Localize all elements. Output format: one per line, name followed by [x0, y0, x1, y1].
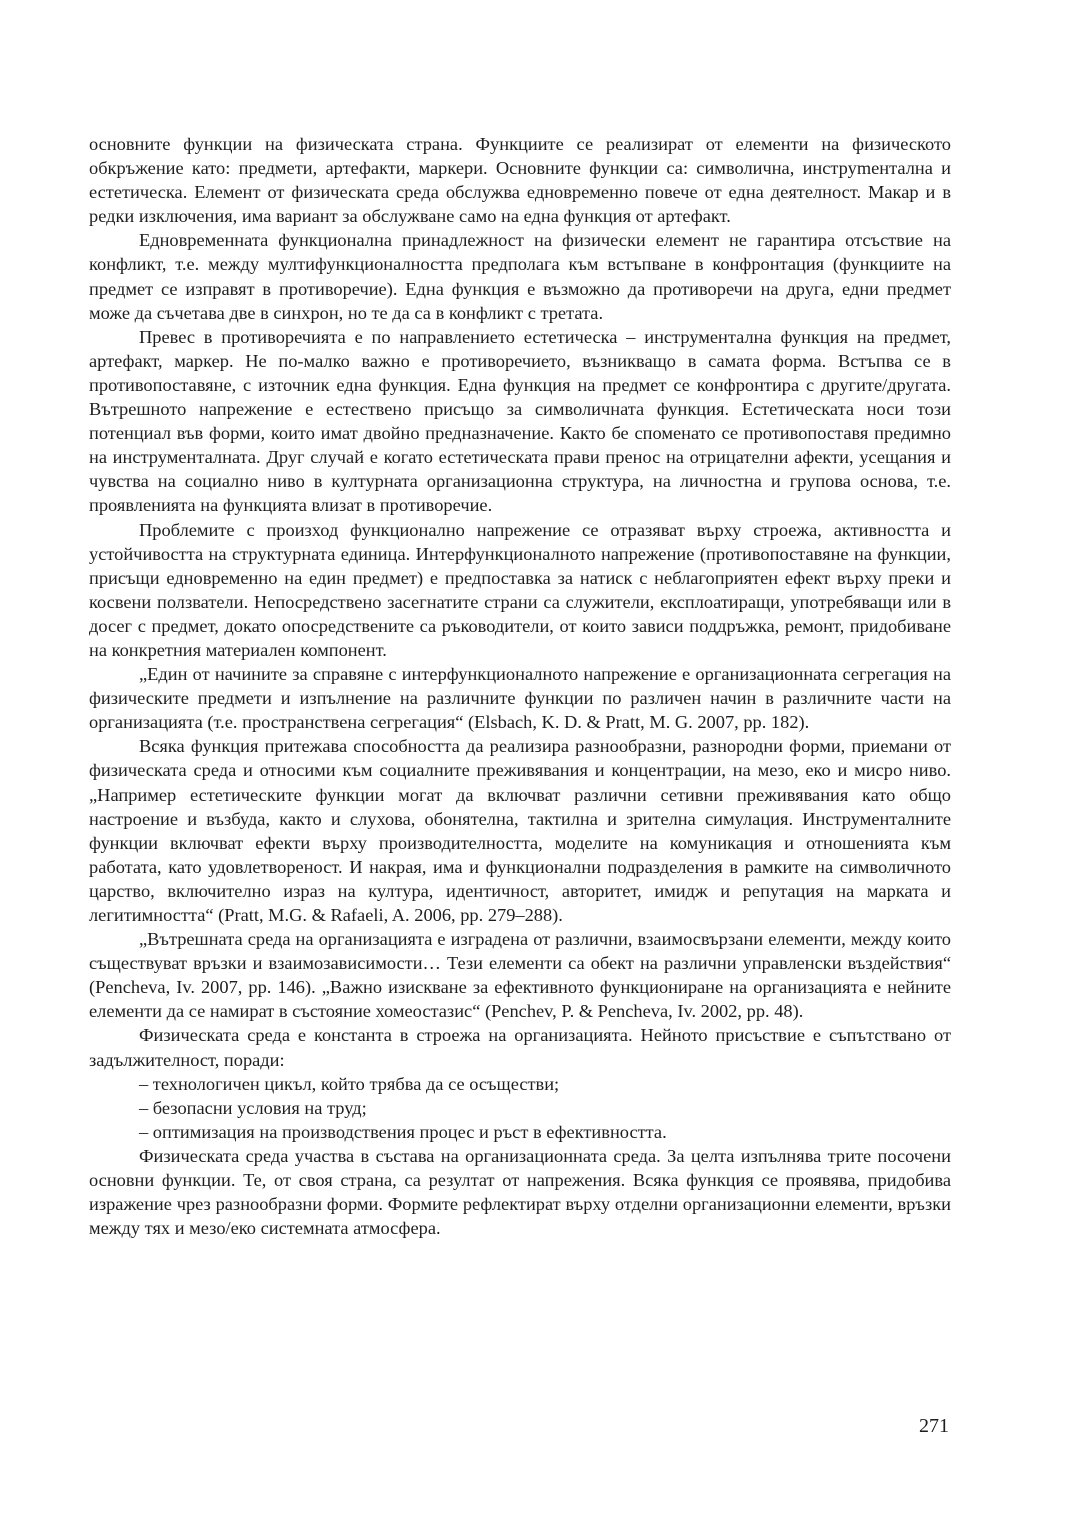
quote-paragraph: „Един от начините за справяне с интерфункционалното напрежение е организационната сегрегация на физическите предмети и изпълнение на различните функции по различен начин в различните части на организацията (т.е. пространствена сегрегация“ (Elsbach, K. D. & Pratt, M. G. 2007, pp. 182). [89, 664, 951, 733]
closing-paragraph: Физическата среда участва в състава на организационната среда. За целта изпълнява трите посочени основни функции. Те, от своя страна, са резултат от напрежения. Всяка функция се проявява, придобива изражение чрез разнообразни форми. Формите рефлектират върху отделни организационни елементи, връзки между тях и мезо/еко системната атмосфера. [89, 1145, 951, 1239]
paragraph: Превес в противоречията е по направлението естетическа – инструментална функция на предмет, артефакт, маркер. Не по-малко важно е противоречието, възникващо в самата форма. Встъпва се в противопоставяне, с източник една функция. Една функция на предмет се конфронтира с другите/другата. Вътрешното напрежение е естествено присъщо за символичната функция. Естетическата носи този потенциал във форми, които имат двойно предназначение. Както бе споменато се противопоставя предимно на инструменталната. Друг случай е когато естетическата прави пренос на отрицателни афекти, усещания и чувства на социално ниво в културната организационна структура, на личностна и групова основа, т.е. проявленията на функцията влизат в противоречие. [89, 326, 951, 516]
paragraph: Физическата среда е константа в строежа на организацията. Нейното присъствие е съпътствано от задължителност, поради: [89, 1025, 951, 1070]
paragraph: Едновременната функционална принадлежност на физически елемент не гарантира отсъствие на конфликт, т.е. между мултифункционалността предполага към встъпване в конфронтация (функциите на предмет се изправят в противоречие). Една функция е възможно да противоречи на друга, едни предмет може да съчетава две в синхрон, но те да са в конфликт с третата. [89, 230, 951, 323]
list-item: – оптимизация на производствения процес и ръст в ефективността. [139, 1121, 667, 1142]
paragraph: основните функции на физическата страна. Функциите се реализират от елементи на физическото обкръжение като: предмети, артефакти, маркери. Основните функции са: символична, инструmентална и естетическа. Елемент от физическата среда обслужва едновременно повече от една деятелност. Макар и в редки изключения, има вариант за обслужване само на една функция от артефакт. [89, 134, 951, 227]
body-text [89, 132, 951, 1240]
list-item: – технологичен цикъл, който трябва да се осъществи; [139, 1073, 560, 1094]
paragraph: Проблемите с произход функционално напрежение се отразяват върху строежа, активността и устойчивостта на структурната единица. Интерфункционалното напрежение (противопоставяне на функции, присъщи едновременно на един предмет) е предпоставка за натиск с неблагоприятен ефект върху преки и косвени ползватели. Непосредствено засегнатите страни са служители, експлоатиращи, употребяващи или в досег с предмет, докато опосредствените са ръководители, от които зависи поддръжка, ремонт, придобиване на конкретния материален компонент. [89, 519, 951, 660]
quote-paragraph: „Вътрешната среда на организацията е изградена от различни, взаимосвързани елементи, между които съществуват връзки и взаимозависимости… Тези елементи са обект на различни управленски въздействия“ (Pencheva, Iv. 2007, pp. 146). „Важно изискване за ефективното функциониране на организацията е нейните елементи да се намират в състояние хомеостазис“ (Penchev, P. & Pencheva, Iv. 2002, pp. 48). [89, 929, 951, 1022]
list-item: – безопасни условия на труд; [139, 1097, 367, 1118]
page-number: 271 [919, 1415, 949, 1437]
paragraph: Всяка функция притежава способността да реализира разнообразни, разнородни форми, приемани от физическата среда и относими към социалните преживявания и концентрации, на мезо, еко и мисро ниво. „Например естетическите функции могат да включват различни сетивни преживявания като общо настроение и възбуда, както и слухова, обонятелна, тактилна и зрителна симулация. Инструменталните функции включват ефекти върху производителността, моделите на комуникация и отношенията към работата, като удовлетвореност. И накрая, има и функционални подразделения в рамките на символичното царство, включително израз на култура, идентичност, авторитет, имидж и репутация на марката и легитимността“ (Pratt, M.G. & Rafaeli, A. 2006, pp. 279–288). [89, 736, 951, 925]
